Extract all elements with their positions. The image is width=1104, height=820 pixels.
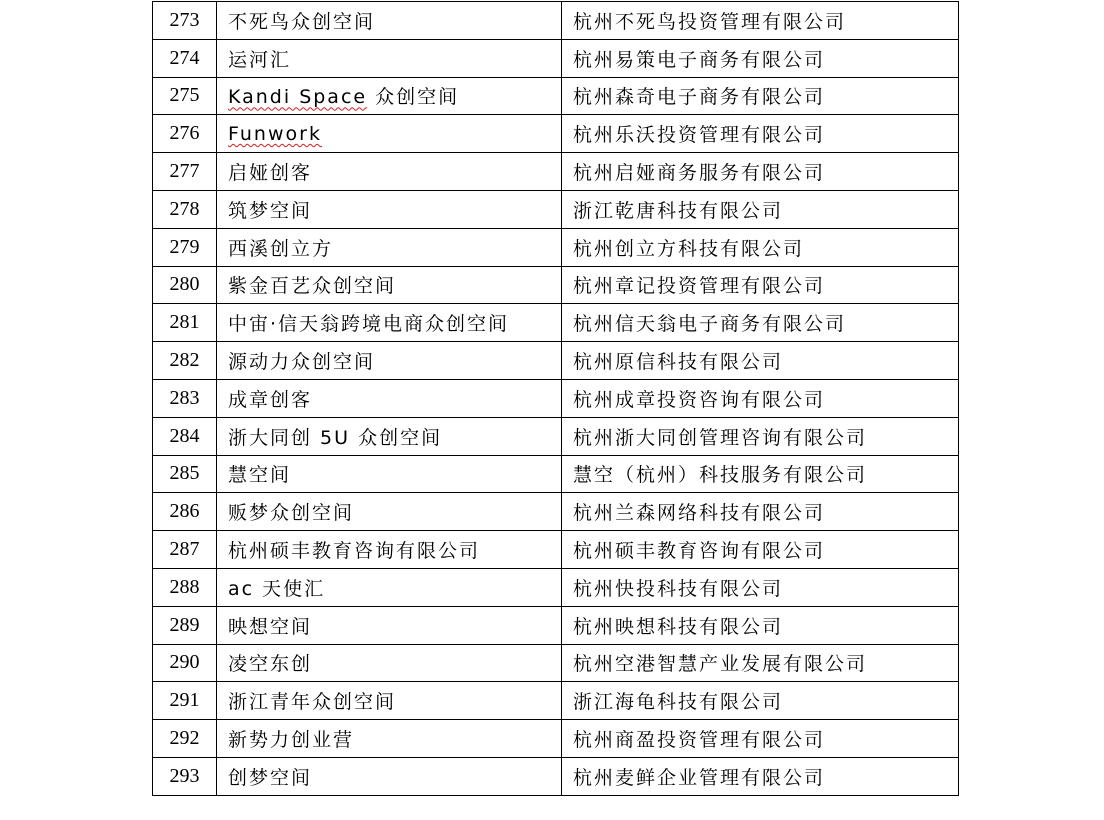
row-number-cell: 291: [153, 682, 217, 720]
operator-company-cell: 杭州硕丰教育咨询有限公司: [562, 531, 959, 569]
table-row: [153, 757, 959, 795]
row-number-cell: 277: [153, 153, 217, 191]
table-row: [153, 228, 959, 266]
space-name-cell: 中宙·信天翁跨境电商众创空间: [217, 304, 562, 342]
row-number-cell: 281: [153, 304, 217, 342]
table-row: [153, 39, 959, 77]
row-number-cell: 293: [153, 757, 217, 795]
incubator-table: [152, 1, 959, 796]
space-name-cell: 不死鸟众创空间: [217, 2, 562, 40]
operator-company-cell: 杭州映想科技有限公司: [562, 606, 959, 644]
table-row: [153, 720, 959, 758]
table-row: [153, 644, 959, 682]
row-number-cell: 288: [153, 568, 217, 606]
table-row: [153, 606, 959, 644]
operator-company-cell: 浙江乾唐科技有限公司: [562, 190, 959, 228]
table-row: [153, 493, 959, 531]
row-number-cell: 275: [153, 77, 217, 115]
space-name-cell: ac 天使汇: [217, 568, 562, 606]
row-number-cell: 273: [153, 2, 217, 40]
operator-company-cell: 杭州森奇电子商务有限公司: [562, 77, 959, 115]
table-row: [153, 342, 959, 380]
space-name-cell: 成章创客: [217, 379, 562, 417]
space-name-cell: 筑梦空间: [217, 190, 562, 228]
operator-company-cell: 杭州信天翁电子商务有限公司: [562, 304, 959, 342]
table-row: [153, 266, 959, 304]
row-number-cell: 278: [153, 190, 217, 228]
space-name-cell: 慧空间: [217, 455, 562, 493]
space-name-cell: 启娅创客: [217, 153, 562, 191]
table-row: [153, 190, 959, 228]
row-number-cell: 284: [153, 417, 217, 455]
table-row: [153, 153, 959, 191]
space-name-cell: 浙江青年众创空间: [217, 682, 562, 720]
row-number-cell: 289: [153, 606, 217, 644]
table-row: [153, 568, 959, 606]
table-row: [153, 2, 959, 40]
space-name-cell: 源动力众创空间: [217, 342, 562, 380]
space-name-cell: 映想空间: [217, 606, 562, 644]
operator-company-cell: 浙江海龟科技有限公司: [562, 682, 959, 720]
row-number-cell: 286: [153, 493, 217, 531]
operator-company-cell: 杭州浙大同创管理咨询有限公司: [562, 417, 959, 455]
operator-company-cell: 慧空（杭州）科技服务有限公司: [562, 455, 959, 493]
operator-company-cell: 杭州易策电子商务有限公司: [562, 39, 959, 77]
operator-company-cell: 杭州兰森网络科技有限公司: [562, 493, 959, 531]
space-name-cell: 凌空东创: [217, 644, 562, 682]
space-name-cell: 西溪创立方: [217, 228, 562, 266]
table-row: [153, 417, 959, 455]
table-row: [153, 379, 959, 417]
space-name-cell: 杭州硕丰教育咨询有限公司: [217, 531, 562, 569]
operator-company-cell: 杭州乐沃投资管理有限公司: [562, 115, 959, 153]
operator-company-cell: 杭州成章投资咨询有限公司: [562, 379, 959, 417]
space-name-cell: 浙大同创 5U 众创空间: [217, 417, 562, 455]
row-number-cell: 287: [153, 531, 217, 569]
space-name-cell: 紫金百艺众创空间: [217, 266, 562, 304]
row-number-cell: 279: [153, 228, 217, 266]
space-name-cell: 新势力创业营: [217, 720, 562, 758]
table-row: [153, 682, 959, 720]
space-name-cell: 运河汇: [217, 39, 562, 77]
operator-company-cell: 杭州商盈投资管理有限公司: [562, 720, 959, 758]
row-number-cell: 290: [153, 644, 217, 682]
operator-company-cell: 杭州不死鸟投资管理有限公司: [562, 2, 959, 40]
table-row: [153, 531, 959, 569]
row-number-cell: 292: [153, 720, 217, 758]
space-name-cell: Kandi Space 众创空间: [217, 77, 562, 115]
operator-company-cell: 杭州空港智慧产业发展有限公司: [562, 644, 959, 682]
table-row: [153, 455, 959, 493]
operator-company-cell: 杭州原信科技有限公司: [562, 342, 959, 380]
space-name-cell: 创梦空间: [217, 757, 562, 795]
row-number-cell: 282: [153, 342, 217, 380]
row-number-cell: 274: [153, 39, 217, 77]
table-body: [153, 2, 959, 796]
operator-company-cell: 杭州麦鲜企业管理有限公司: [562, 757, 959, 795]
table-row: [153, 115, 959, 153]
spellcheck-flagged-text: Kandi Space: [228, 86, 368, 109]
spellcheck-flagged-text: Funwork: [228, 122, 322, 145]
row-number-cell: 276: [153, 115, 217, 153]
operator-company-cell: 杭州启娅商务服务有限公司: [562, 153, 959, 191]
row-number-cell: 285: [153, 455, 217, 493]
table-row: [153, 304, 959, 342]
space-name-cell: [217, 115, 562, 153]
operator-company-cell: 杭州章记投资管理有限公司: [562, 266, 959, 304]
row-number-cell: 280: [153, 266, 217, 304]
row-number-cell: 283: [153, 379, 217, 417]
space-name-cell: 贩梦众创空间: [217, 493, 562, 531]
operator-company-cell: 杭州创立方科技有限公司: [562, 228, 959, 266]
operator-company-cell: 杭州快投科技有限公司: [562, 568, 959, 606]
table-row: [153, 77, 959, 115]
